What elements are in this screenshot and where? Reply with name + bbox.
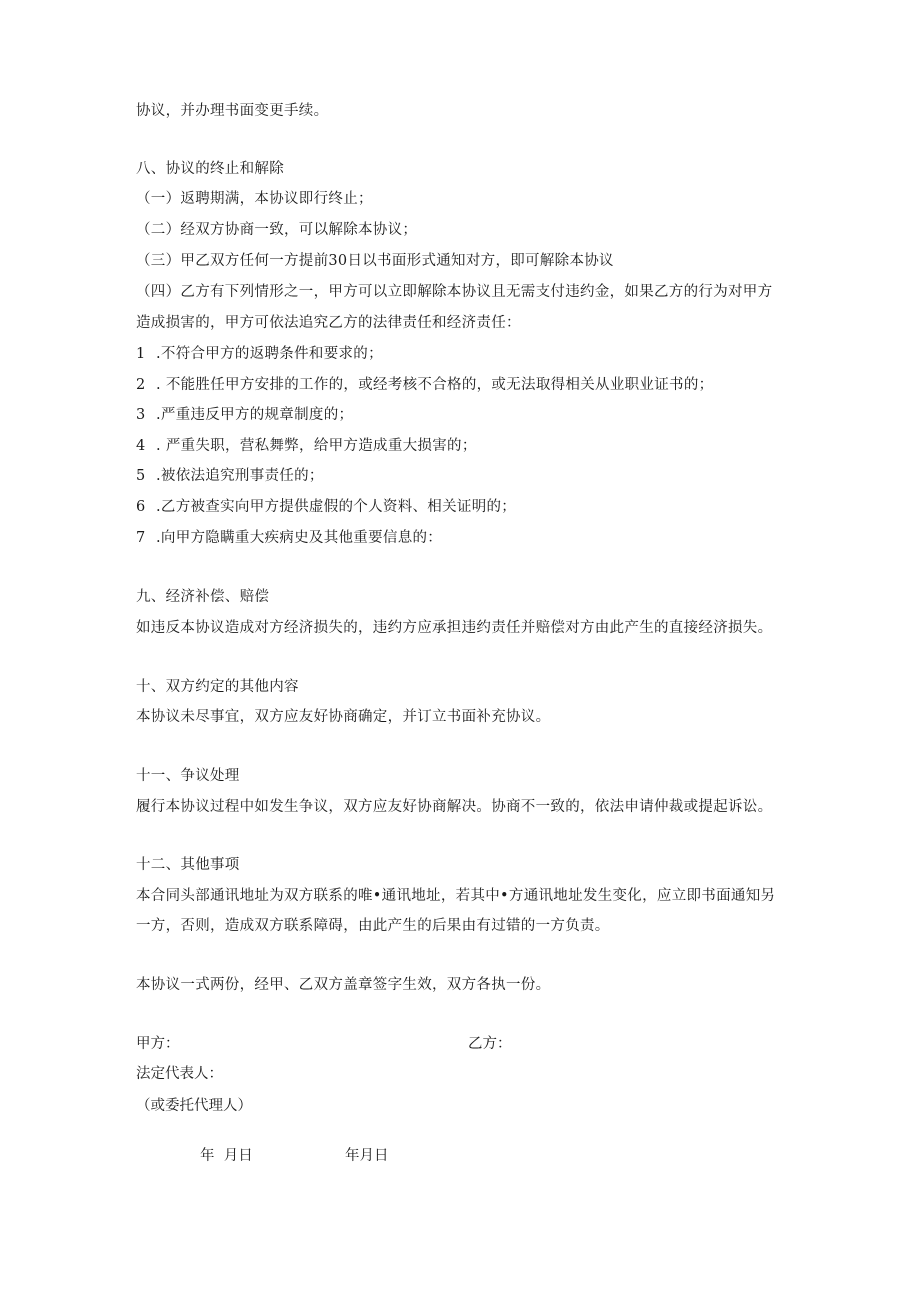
legal-representative-label: 法定代表人：: [136, 1066, 223, 1082]
list-item: 4 . 严重失职，营私舞弊，给甲方造成重大损害的；: [136, 438, 477, 454]
section-9-body: 如违反本协议造成对方经济损失的，违约方应承担违约责任并赔偿对方由此产生的直接经济损失。: [136, 620, 773, 636]
list-item: 7 .向甲方隐瞒重大疾病史及其他重要信息的：: [136, 530, 443, 546]
copies-statement: 本协议一式两份，经甲、乙双方盖章签字生效，双方各执一份。: [136, 977, 551, 993]
party-a-label: 甲方：: [136, 1036, 180, 1052]
section-11-body: 履行本协议过程中如发生争议，双方应友好协商解决。协商不一致的，依法申请仲裁或提起诉讼。: [136, 799, 773, 815]
date-a: 年 月日: [200, 1148, 253, 1164]
section-8-heading: 八、协议的终止和解除: [136, 161, 284, 177]
section-10-body: 本协议未尽事宜，双方应友好协商确定，并订立书面补充协议。: [136, 709, 551, 725]
list-item: 6 .乙方被查实向甲方提供虚假的个人资料、相关证明的；: [136, 499, 517, 515]
list-item: 2 . 不能胜任甲方安排的工作的，或经考核不合格的，或无法取得相关从业职业证书的；: [136, 377, 714, 393]
list-item: 1 .不符合甲方的返聘条件和要求的；: [136, 346, 383, 362]
party-b-label: 乙方：: [468, 1036, 512, 1052]
section-12-body-line-2: 一方，否则，造成双方联系障碍，由此产生的后果由有过错的一方负责。: [136, 918, 610, 934]
list-item: 5 .被依法追究刑事责任的；: [136, 468, 324, 484]
date-b: 年月日: [345, 1148, 389, 1164]
continuation-text: 协议，并办理书面变更手续。: [136, 103, 329, 119]
section-8-clause-4-line-1: （四）乙方有下列情形之一，甲方可以立即解除本协议且无需支付违约金，如果乙方的行为对甲方: [136, 284, 773, 300]
section-11-heading: 十一、争议处理: [136, 768, 240, 784]
section-8-clause-2: （二）经双方协商一致，可以解除本协议；: [136, 222, 418, 238]
section-8-clause-1: （一）返聘期满，本协议即行终止；: [136, 191, 373, 207]
section-8-clause-4-line-2: 造成损害的，甲方可依法追究乙方的法律责任和经济责任：: [136, 315, 521, 331]
section-12-heading: 十二、其他事项: [136, 857, 240, 873]
section-9-heading: 九、经济补偿、赔偿: [136, 589, 270, 605]
section-10-heading: 十、双方约定的其他内容: [136, 679, 299, 695]
list-item: 3 .严重违反甲方的规章制度的；: [136, 407, 354, 423]
section-8-clause-3: （三）甲乙双方任何一方提前30日以书面形式通知对方，即可解除本协议: [136, 253, 614, 269]
agent-label: （或委托代理人）: [136, 1098, 252, 1114]
section-12-body-line-1: 本合同头部通讯地址为双方联系的唯•通讯地址，若其中•方通讯地址发生变化，应立即书面通知另: [136, 888, 776, 904]
